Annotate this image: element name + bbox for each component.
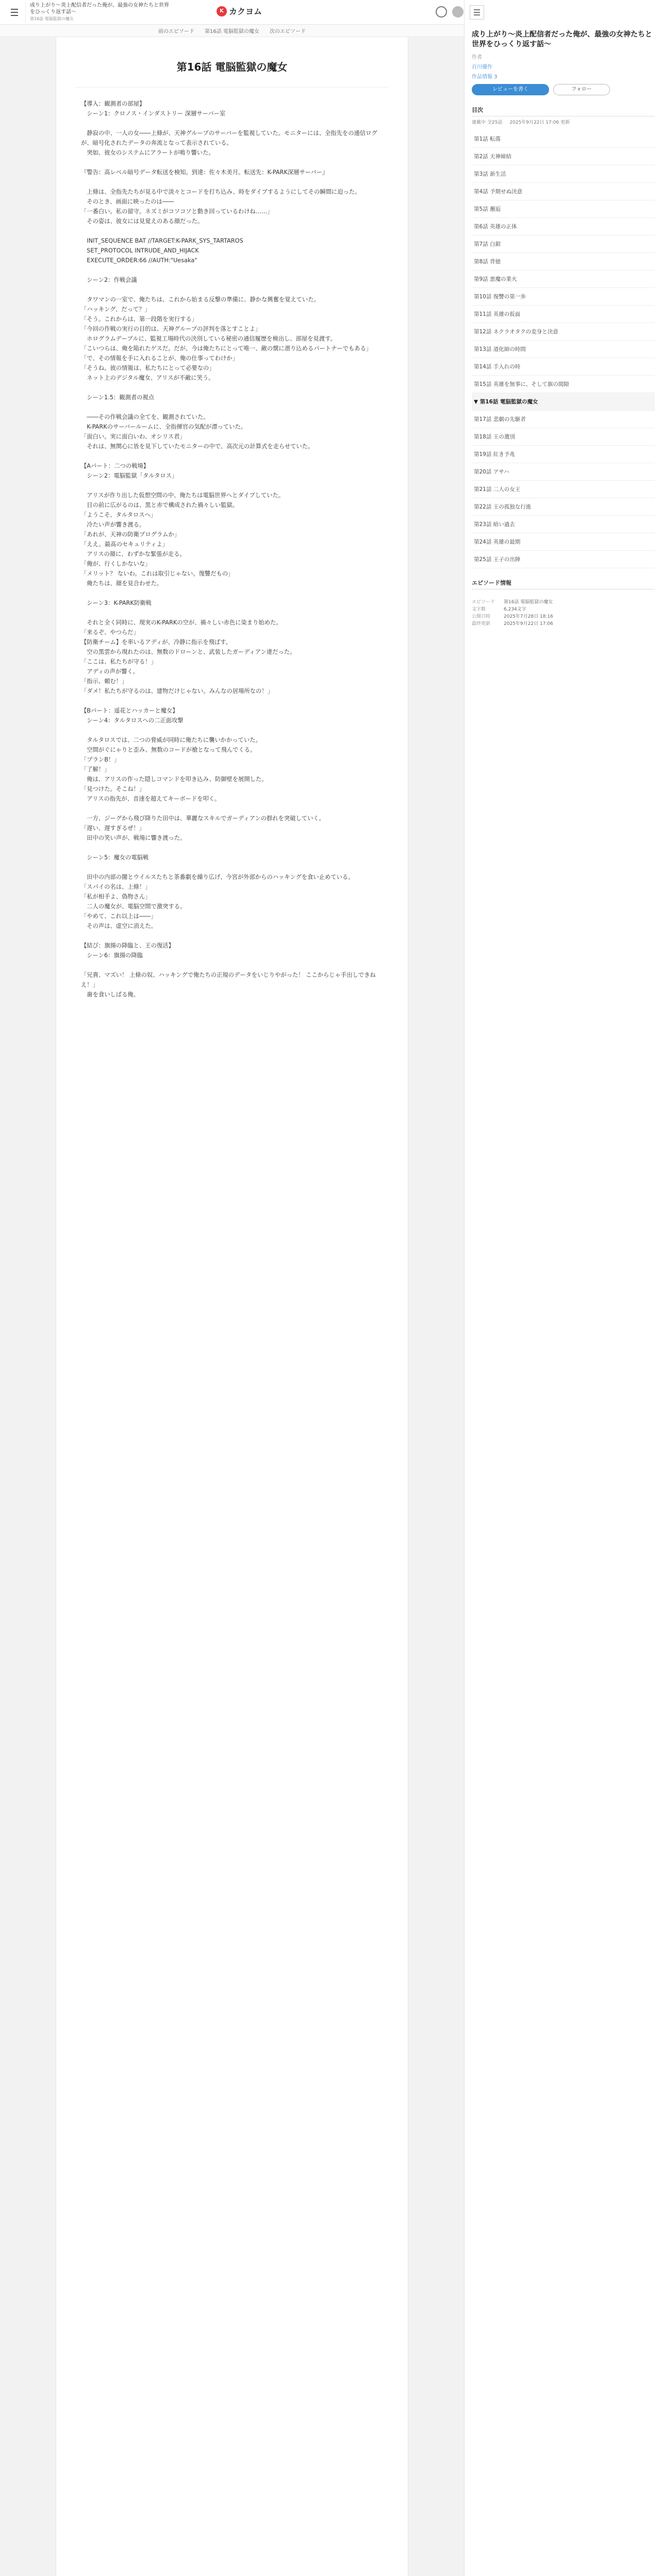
sidebar <box>464 25 662 2576</box>
toc-item[interactable]: 第23話 暗い過去 <box>472 516 655 533</box>
next-episode-link[interactable]: 次のエピソード <box>269 29 306 35</box>
episode-info-row <box>472 620 655 628</box>
toc-item[interactable]: 第9話 悪魔の業火 <box>472 270 655 288</box>
logo-mark-icon: K <box>217 6 227 16</box>
header-title-text: 成り上がり〜炎上配信者だった俺が、最強の女神たちと世界をひっくり返す話〜 <box>30 3 169 15</box>
toc-item[interactable]: 第15話 英雄を無事に、そして旗の間隙 <box>472 376 655 393</box>
toc-item[interactable]: 第18話 王の選別 <box>472 428 655 446</box>
toc-item[interactable]: 第19話 紅き予兆 <box>472 446 655 463</box>
toc-item[interactable]: 第7話 白銀 <box>472 235 655 253</box>
episode-info-key: エピソード <box>472 600 495 605</box>
toc-item[interactable]: 第21話 二人の女王 <box>472 481 655 498</box>
current-episode-label: 第16話 電脳監獄の魔女 <box>205 29 259 35</box>
episode-info-row <box>472 613 655 620</box>
episode-info-key: 最終更新 <box>472 621 491 626</box>
toc-item[interactable]: 第10話 復讐の第一歩 <box>472 288 655 306</box>
logo-text: カクヨム <box>229 7 262 16</box>
toc-item[interactable]: 第1話 転落 <box>472 130 655 148</box>
toc-item[interactable]: 第2話 天神締結 <box>472 148 655 165</box>
review-button[interactable]: レビューを書く <box>472 84 549 95</box>
toc-item[interactable]: 第22話 王の孤独な行進 <box>472 498 655 516</box>
toc-item[interactable]: 第4話 予期せぬ決意 <box>472 183 655 200</box>
toc-heading: 目次 <box>472 106 655 116</box>
toc-item[interactable]: 第14話 手入れの時 <box>472 358 655 376</box>
toc-item[interactable]: 第20話 アサハ <box>472 463 655 481</box>
episode-info-key: 文字数 <box>472 607 486 612</box>
header-work-title[interactable] <box>26 2 170 22</box>
toc-item[interactable]: 第17話 悲劇の先駆者 <box>472 411 655 428</box>
action-buttons <box>472 84 655 95</box>
author-name[interactable]: 百川優作 <box>472 64 492 70</box>
side-header <box>464 0 662 25</box>
episode-body: 【導入：観測者の部屋】 シーン1：クロノス・インダストリー 深層サーバー室 静寂の中、一人の女――上條が、天神グループのサーバーを監視していた。モニターには、全指先をの通信ログが、暗号化されたデータの奔流となって表示されている。 突如、彼女のシステムにアラートが鳴り響いた。 『警告：高レベル暗号データ転送を検知。到達：佐々木美月。転送先：K-PARK深層サーバー』 上條は、全指先たちが見る中で淡々とコードを打ち込み、時をダイブするようにしてその瞬間に迫った。 そのとき、画面に映ったのは―― 「一番白い。私の留守。ネズミがコソコソと動き回っているわけね……」 その姿は、彼女には見覚えのある顔だった。 INIT_SEQUENCE BAT //TARGET:K-PARK_SYS_TARTAROS SET_PROTOCOL INTRUDE_AND_HIJACK EXECUTE_ORDER:66 //AUTH:"Uesaka" シーン2：作戦会議 タワマンの一室で、俺たちは、これから始まる反撃の準備に、静かな興奮を覚えていた。 「ハッキング、だって？」 「そう。これからは、第一段階を実行する」 「今回の作戦の実行の目的は、天神グループの評判を落とすことよ」 ホログラムデーブルに、監視工場時代の決別している秘密の通信履歴を検出し、部屋を見渡す。 「こいつらは、俺を陥れたゲスだ。だが、今は俺たちにとって唯一、敵の懐に潜り込めるパートナーでもある」 「で、その情報を手に入れることが、俺の仕事ってわけか」 「そうね。彼の情報は、私たちにとって必要なの」 ネット上のデジタル魔女、アリスが不敵に笑う。 シーン1.5：観測者の視点 ――その作戦会議の全てを、観測されていた。 K-PARKのサーバールームに、全指揮官の気配が漂っていた。 「面白い。実に面白いわ、オシリス君」 それは、無関心に皆を見下していたモニターの中で、高次元の計算式を走らせていた。 【Aパート：二つの戦場】 シーン2：電脳監獄「タルタロス」 アリスが作り出した仮想空間の中、俺たちは電脳世界へとダイブしていた。 目の前に広がるのは、黒と赤で構成された禍々しい監獄。 「ようこそ、タルタロスへ」 冷たい声が響き渡る。 「あれが、天神の防衛プログラムか」 「ええ。最高のセキュリティよ」 アリスの顔に、わずかな緊張が走る。 「俺が、行くしかないな」 「メリット？ ないわ。これは取引じゃない。復讐だもの」 俺たちは、顔を見合わせた。 シーン3：K-PARK防衛戦 それと全く同時に、現実のK-PARKの空が、禍々しい赤色に染まり始めた。 「来るぞ、やつらだ」 【防衛チーム】を率いるアディが、冷静に指示を飛ばす。 空の黒雲から現れたのは、無数のドローンと、武装したガーディアン達だった。 「ここは、私たちが守る！」 アディの声が響く。 「指示、頼む！」 「ダメ！私たちが守るのは、建物だけじゃない。みんなの居場所なの！」 【Bパート：遥花とハッカーと魔女】 シーン4：タルタロスへの二正面攻撃 タルタロスでは、二つの脅威が同時に俺たちに襲いかかっていた。 空間がぐにゃりと歪み、無数のコードが槍となって飛んでくる。 「プランB！」 「了解！」 俺は、アリスの作った隠しコマンドを叩き込み、防御壁を展開した。 「見つけた。そこね！」 アリスの指先が、音速を超えてキーボードを叩く。 一方、ジーグから飛び降りた田中は、華麗なスキルでガーディアンの群れを突破していく。 「遅い、遅すぎるぜ！」 田中の笑い声が、戦場に響き渡った。 シーン5：魔女の電脳戦 田中の内部の闇とウイルスたちと茶番劇を繰り広げ、今宮が外部からのハッキングを食い止めている。 「スパイの名は、上條！」 「私が相手よ、偽物さん」 二人の魔女が、電脳空間で激突する。 「やめて、これ以上は――」 その声は、虚空に消えた。 【結び：旗揚の降臨と、王の復活】 シーン6：旗揚の降臨 「兄貴、マズい！ 上條の奴、ハッキングで俺たちの正規のデータをいじりやがった！ ここからじゃ手出しできねえ！」 歯を食いしばる俺。 <box>81 100 377 998</box>
menu-icon[interactable] <box>3 2 26 23</box>
toc-item[interactable]: 第3話 新生活 <box>472 165 655 183</box>
toc-item[interactable]: 第25話 王子の出陣 <box>472 551 655 568</box>
episode-info-key: 公開日時 <box>472 614 491 619</box>
avatar[interactable] <box>452 6 464 18</box>
episode-info-value: 6,234文字 <box>504 607 526 612</box>
work-title[interactable]: 成り上がり〜炎上配信者だった俺が、最強の女神たちと世界をひっくり返す話〜 <box>472 30 652 48</box>
toc-list <box>472 130 655 568</box>
toc-current-episode[interactable]: ▼ 第16話 電脳監獄の魔女 <box>472 393 655 411</box>
episode-info-value: 第16話 電脳監獄の魔女 <box>504 600 553 605</box>
header-episode-text: 第16話 電脳監獄の魔女 <box>30 16 74 21</box>
toc-item[interactable]: 第8話 背徳 <box>472 253 655 270</box>
toc-item[interactable]: 第11話 英雄の仮面 <box>472 306 655 323</box>
prev-episode-link[interactable]: 前のエピソード <box>158 29 195 35</box>
toc-status: 連載中 全25話 <box>472 120 503 125</box>
toc-updated: 2025年9月22日 17:06 更新 <box>509 120 570 125</box>
toc-item[interactable]: 第24話 英雄の最期 <box>472 533 655 551</box>
episode-info-value: 2025年7月28日 18:16 <box>504 614 553 619</box>
top-icons <box>436 6 464 18</box>
episode-info-row <box>472 599 655 606</box>
follow-button[interactable]: フォロー <box>553 84 610 95</box>
search-icon[interactable] <box>436 6 447 18</box>
episode-info-value: 2025年9月22日 17:06 <box>504 621 553 626</box>
toc-info <box>472 118 655 125</box>
episode-title: 第16話 電脳監獄の魔女 <box>75 37 389 88</box>
site-logo[interactable] <box>217 5 262 17</box>
episode-nav <box>0 25 464 37</box>
episode-content <box>56 37 408 2576</box>
episode-info-row <box>472 606 655 613</box>
toc-item[interactable]: 第13話 道化師の時間 <box>472 341 655 358</box>
work-info-link[interactable]: 作品情報 3 <box>472 74 498 80</box>
toc-toggle-icon[interactable] <box>470 5 484 20</box>
author-label: 作者 <box>472 55 482 60</box>
episode-info-heading: エピソード情報 <box>472 579 655 589</box>
episode-info <box>472 599 655 628</box>
toc-item[interactable]: 第6話 英雄の正体 <box>472 218 655 235</box>
toc-item[interactable]: 第5話 邂逅 <box>472 200 655 218</box>
toc-item[interactable]: 第12話 ネクラオタクの変身と決意 <box>472 323 655 341</box>
